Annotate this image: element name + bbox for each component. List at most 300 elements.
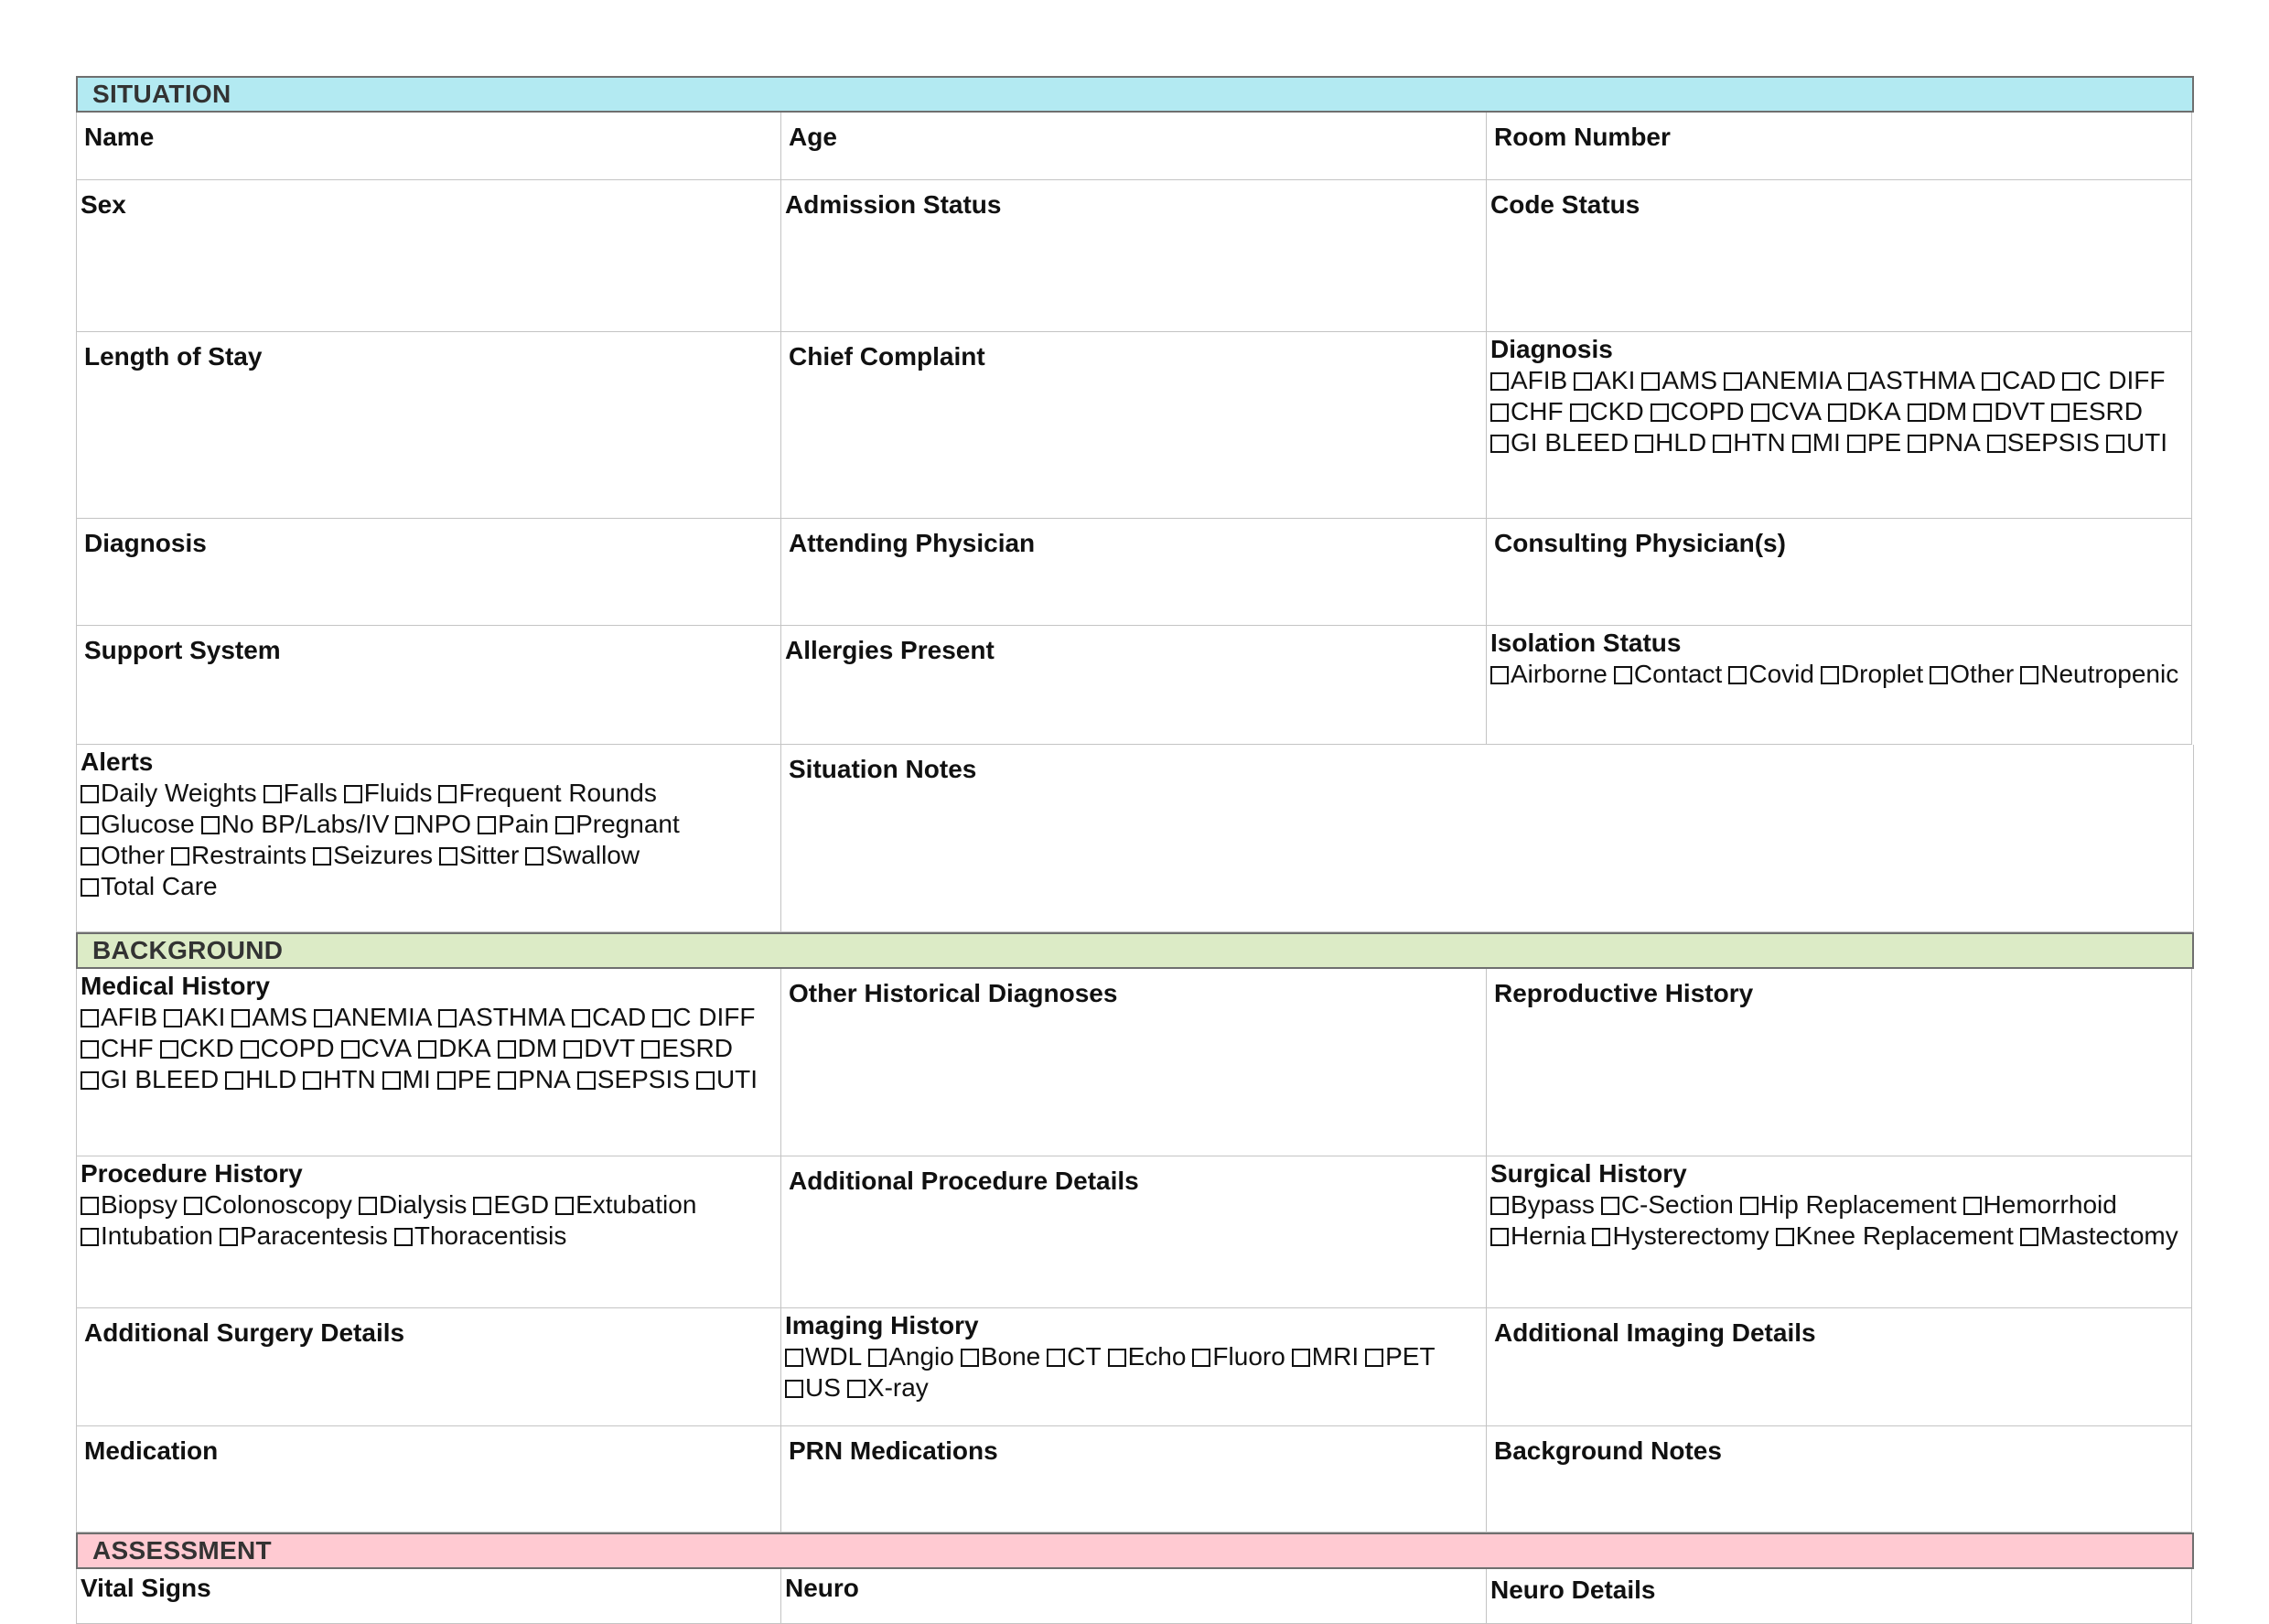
checkbox-icon[interactable] xyxy=(478,816,496,834)
allergies-present-field[interactable] xyxy=(781,626,1487,745)
checkbox-label: Restraints xyxy=(191,841,307,869)
checkbox-label: Thoracentisis xyxy=(414,1221,567,1250)
checkbox-option[interactable] xyxy=(1490,365,1567,396)
checkbox-icon[interactable] xyxy=(81,816,99,834)
checkbox-icon[interactable] xyxy=(1987,435,2006,453)
checkbox-option[interactable] xyxy=(847,1372,929,1404)
checkbox-icon[interactable] xyxy=(81,1040,99,1059)
checkbox-option[interactable] xyxy=(1490,1221,1586,1252)
checkbox-option[interactable] xyxy=(555,1189,696,1221)
checkbox-icon[interactable] xyxy=(341,1040,360,1059)
checkbox-option[interactable] xyxy=(220,1221,388,1252)
checkbox-label: COPD xyxy=(1670,397,1745,425)
checkbox-icon[interactable] xyxy=(696,1071,715,1090)
checkbox-icon[interactable] xyxy=(1490,1197,1509,1215)
checkbox-label: Hernia xyxy=(1511,1221,1586,1250)
additional-imaging-details-field[interactable] xyxy=(1487,1308,2192,1426)
checkbox-option[interactable] xyxy=(1848,365,1975,396)
name-field[interactable] xyxy=(76,113,781,180)
checkbox-icon[interactable] xyxy=(1908,435,1926,453)
checkbox-icon[interactable] xyxy=(1930,666,1948,684)
diagnosis-field[interactable] xyxy=(76,519,781,626)
checkbox-icon[interactable] xyxy=(1047,1349,1065,1367)
checkbox-option[interactable] xyxy=(1982,365,2056,396)
checkbox-option[interactable] xyxy=(341,1033,413,1064)
checkbox-label: SEPSIS xyxy=(2006,428,2100,457)
checkbox-label: PE xyxy=(457,1065,492,1093)
checkbox-option[interactable] xyxy=(2051,396,2143,427)
checkbox-icon[interactable] xyxy=(81,1228,99,1246)
checkbox-icon[interactable] xyxy=(564,1040,582,1059)
checkbox-option[interactable] xyxy=(1751,396,1823,427)
checkbox-label: PET xyxy=(1385,1342,1436,1371)
assessment-row-1 xyxy=(76,1569,2194,1624)
support-system-field[interactable] xyxy=(76,626,781,745)
checkbox-label: Mastectomy xyxy=(2039,1221,2178,1250)
checkbox-icon[interactable] xyxy=(220,1228,238,1246)
diagnosis-label: Diagnosis xyxy=(84,529,207,557)
background-notes-field[interactable] xyxy=(1487,1426,2192,1533)
checkbox-option[interactable] xyxy=(1792,427,1841,458)
checkbox-label: Hemorrhoid xyxy=(1983,1190,2117,1219)
checkbox-label: HLD xyxy=(245,1065,297,1093)
age-label: Age xyxy=(789,123,837,151)
checkbox-option[interactable] xyxy=(868,1341,954,1372)
checkbox-option[interactable] xyxy=(1574,365,1635,396)
chief-complaint-field[interactable] xyxy=(781,332,1487,519)
checkbox-label: UTI xyxy=(715,1065,758,1093)
checkbox-icon[interactable] xyxy=(1490,372,1509,391)
checkbox-option[interactable] xyxy=(2020,659,2178,690)
checkbox-option[interactable] xyxy=(81,1064,219,1095)
checkbox-option[interactable] xyxy=(81,778,257,809)
checkbox-option[interactable] xyxy=(2020,1221,2178,1252)
checkbox-label: CT xyxy=(1067,1342,1102,1371)
checkbox-option[interactable] xyxy=(785,1372,841,1404)
checkbox-option[interactable] xyxy=(418,1033,491,1064)
background-notes-label: Background Notes xyxy=(1494,1436,1722,1465)
admission-status-field[interactable] xyxy=(781,180,1487,332)
checkbox-label: MI xyxy=(402,1065,431,1093)
checkbox-label: CHF xyxy=(1511,397,1564,425)
procedure-history-checkbox-group xyxy=(81,1189,776,1252)
checkbox-icon[interactable] xyxy=(438,785,457,803)
checkbox-icon[interactable] xyxy=(961,1349,979,1367)
checkbox-label: ANEMIA xyxy=(1744,366,1843,394)
background-row-1 xyxy=(76,969,2194,1156)
checkbox-icon[interactable] xyxy=(1848,372,1866,391)
checkbox-option[interactable] xyxy=(1973,396,2045,427)
checkbox-option[interactable] xyxy=(1908,427,1981,458)
checkbox-option[interactable] xyxy=(961,1341,1040,1372)
checkbox-option[interactable] xyxy=(303,1064,376,1095)
checkbox-icon[interactable] xyxy=(847,1380,866,1398)
checkbox-icon[interactable] xyxy=(1108,1349,1126,1367)
consulting-physicians-field[interactable] xyxy=(1487,519,2192,626)
checkbox-label: No BP/Labs/IV xyxy=(220,810,390,838)
checkbox-icon[interactable] xyxy=(1192,1349,1210,1367)
checkbox-icon[interactable] xyxy=(184,1197,202,1215)
checkbox-option[interactable] xyxy=(438,778,656,809)
checkbox-label: Fluoro xyxy=(1212,1342,1285,1371)
attending-physician-label: Attending Physician xyxy=(789,529,1036,557)
checkbox-option[interactable] xyxy=(1490,1189,1595,1221)
checkbox-icon[interactable] xyxy=(1828,403,1846,422)
checkbox-icon[interactable] xyxy=(438,1009,457,1027)
situation-row-2 xyxy=(76,180,2194,332)
checkbox-label: Echo xyxy=(1127,1342,1187,1371)
checkbox-icon[interactable] xyxy=(1728,666,1747,684)
checkbox-option[interactable] xyxy=(164,1002,225,1033)
checkbox-option[interactable] xyxy=(81,840,165,871)
neuro-field[interactable] xyxy=(781,1569,1487,1624)
checkbox-icon[interactable] xyxy=(1635,435,1653,453)
checkbox-icon[interactable] xyxy=(81,1009,99,1027)
checkbox-icon[interactable] xyxy=(1963,1197,1982,1215)
checkbox-option[interactable] xyxy=(478,809,549,840)
checkbox-label: SEPSIS xyxy=(597,1065,690,1093)
checkbox-label: EGD xyxy=(493,1190,550,1219)
additional-procedure-details-label: Additional Procedure Details xyxy=(789,1167,1139,1195)
checkbox-icon[interactable] xyxy=(1740,1197,1758,1215)
checkbox-icon[interactable] xyxy=(81,785,99,803)
checkbox-option[interactable] xyxy=(171,840,306,871)
procedure-history-label: Procedure History xyxy=(81,1159,303,1188)
code-status-field[interactable] xyxy=(1487,180,2192,332)
additional-surgery-details-field[interactable] xyxy=(76,1308,781,1426)
checkbox-icon[interactable] xyxy=(1776,1228,1794,1246)
checkbox-option[interactable] xyxy=(184,1189,352,1221)
checkbox-option[interactable] xyxy=(81,809,195,840)
neuro-details-field[interactable] xyxy=(1487,1569,2192,1624)
checkbox-icon[interactable] xyxy=(81,847,99,866)
situation-row-1 xyxy=(76,113,2194,180)
checkbox-icon[interactable] xyxy=(525,847,543,866)
checkbox-option[interactable] xyxy=(564,1033,635,1064)
checkbox-icon[interactable] xyxy=(2020,1228,2038,1246)
checkbox-label: ESRD xyxy=(2071,397,2143,425)
checkbox-icon[interactable] xyxy=(1908,403,1926,422)
other-historical-diagnoses-field[interactable] xyxy=(781,969,1487,1156)
checkbox-label: DM xyxy=(1927,397,1968,425)
checkbox-option[interactable] xyxy=(395,809,471,840)
imaging-history-field xyxy=(781,1308,1487,1426)
checkbox-label: Other xyxy=(1950,660,2015,688)
additional-procedure-details-field[interactable] xyxy=(781,1156,1487,1308)
prn-medications-field[interactable] xyxy=(781,1426,1487,1533)
checkbox-label: ASTHMA xyxy=(1868,366,1976,394)
sex-field[interactable] xyxy=(76,180,781,332)
checkbox-label: Falls xyxy=(283,779,338,807)
room-number-field[interactable] xyxy=(1487,113,2192,180)
checkbox-option[interactable] xyxy=(1490,396,1564,427)
age-field[interactable] xyxy=(781,113,1487,180)
checkbox-option[interactable] xyxy=(241,1033,335,1064)
checkbox-label: CVA xyxy=(1770,397,1823,425)
checkbox-option[interactable] xyxy=(81,1033,154,1064)
checkbox-icon[interactable] xyxy=(303,1071,321,1090)
checkbox-label: Fluids xyxy=(363,779,433,807)
checkbox-icon[interactable] xyxy=(555,1197,574,1215)
checkbox-icon[interactable] xyxy=(868,1349,887,1367)
checkbox-icon[interactable] xyxy=(577,1071,596,1090)
checkbox-icon[interactable] xyxy=(572,1009,590,1027)
checkbox-option[interactable] xyxy=(81,1221,213,1252)
checkbox-icon[interactable] xyxy=(1365,1349,1383,1367)
checkbox-option[interactable] xyxy=(498,1064,571,1095)
checkbox-option[interactable] xyxy=(1047,1341,1101,1372)
checkbox-icon[interactable] xyxy=(1490,403,1509,422)
checkbox-icon[interactable] xyxy=(201,816,220,834)
checkbox-option[interactable] xyxy=(696,1064,758,1095)
checkbox-icon[interactable] xyxy=(652,1009,671,1027)
checkbox-option[interactable] xyxy=(572,1002,646,1033)
checkbox-label: WDL xyxy=(805,1342,863,1371)
checkbox-option[interactable] xyxy=(785,1341,862,1372)
checkbox-option[interactable] xyxy=(160,1033,234,1064)
checkbox-option[interactable] xyxy=(652,1002,755,1033)
checkbox-icon[interactable] xyxy=(1973,403,1992,422)
checkbox-option[interactable] xyxy=(201,809,390,840)
checkbox-icon[interactable] xyxy=(382,1071,401,1090)
checkbox-icon[interactable] xyxy=(241,1040,259,1059)
checkbox-label: C DIFF xyxy=(672,1003,756,1031)
checkbox-icon[interactable] xyxy=(498,1040,516,1059)
checkbox-icon[interactable] xyxy=(1292,1349,1310,1367)
checkbox-option[interactable] xyxy=(577,1064,690,1095)
checkbox-icon[interactable] xyxy=(1614,666,1632,684)
checkbox-option[interactable] xyxy=(344,778,433,809)
checkbox-icon[interactable] xyxy=(395,816,414,834)
checkbox-label: AFIB xyxy=(101,1003,158,1031)
checkbox-option[interactable] xyxy=(498,1033,558,1064)
checkbox-label: DVT xyxy=(1994,397,2046,425)
checkbox-label: MI xyxy=(1812,428,1841,457)
checkbox-option[interactable] xyxy=(1930,659,2014,690)
checkbox-option[interactable] xyxy=(525,840,640,871)
checkbox-label: X-ray xyxy=(866,1373,929,1402)
checkbox-option[interactable] xyxy=(1365,1341,1435,1372)
checkbox-icon[interactable] xyxy=(555,816,574,834)
checkbox-icon[interactable] xyxy=(498,1071,516,1090)
name-label: Name xyxy=(84,123,155,151)
checkbox-option[interactable] xyxy=(641,1033,733,1064)
checkbox-icon[interactable] xyxy=(1570,403,1588,422)
checkbox-icon[interactable] xyxy=(2020,666,2038,684)
checkbox-icon[interactable] xyxy=(1651,403,1669,422)
checkbox-icon[interactable] xyxy=(1574,372,1592,391)
checkbox-icon[interactable] xyxy=(314,1009,332,1027)
diagnosis-options-label: Diagnosis xyxy=(1490,335,1613,363)
checkbox-label: Sitter xyxy=(459,841,520,869)
checkbox-icon[interactable] xyxy=(2062,372,2081,391)
background-row-2 xyxy=(76,1156,2194,1308)
surgical-history-field xyxy=(1487,1156,2192,1308)
situation-row-3 xyxy=(76,332,2194,519)
medical-history-checkbox-group xyxy=(81,1002,776,1095)
checkbox-icon[interactable] xyxy=(1490,435,1509,453)
checkbox-icon[interactable] xyxy=(1821,666,1839,684)
checkbox-icon[interactable] xyxy=(1490,666,1509,684)
checkbox-option[interactable] xyxy=(81,871,218,902)
checkbox-label: ANEMIA xyxy=(334,1003,433,1031)
checkbox-icon[interactable] xyxy=(1490,1228,1509,1246)
checkbox-icon[interactable] xyxy=(1751,403,1769,422)
situation-section-header: SITUATION xyxy=(76,76,2194,113)
checkbox-label: Droplet xyxy=(1840,660,1924,688)
other-historical-diagnoses-label: Other Historical Diagnoses xyxy=(789,979,1118,1007)
checkbox-option[interactable] xyxy=(314,1002,432,1033)
attending-physician-field[interactable] xyxy=(781,519,1487,626)
checkbox-option[interactable] xyxy=(313,840,433,871)
checkbox-label: COPD xyxy=(260,1034,335,1062)
checkbox-icon[interactable] xyxy=(1592,1228,1610,1246)
checkbox-icon[interactable] xyxy=(313,847,331,866)
checkbox-label: UTI xyxy=(2125,428,2168,457)
checkbox-label: ESRD xyxy=(661,1034,733,1062)
checkbox-option[interactable] xyxy=(1108,1341,1187,1372)
checkbox-icon[interactable] xyxy=(1724,372,1742,391)
checkbox-label: Dialysis xyxy=(378,1190,468,1219)
sbar-form xyxy=(76,76,2194,1624)
procedure-history-field xyxy=(76,1156,781,1308)
checkbox-icon[interactable] xyxy=(1713,435,1731,453)
neuro-details-label: Neuro Details xyxy=(1490,1576,1656,1604)
reproductive-history-field[interactable] xyxy=(1487,969,2192,1156)
checkbox-option[interactable] xyxy=(1292,1341,1359,1372)
checkbox-option[interactable] xyxy=(231,1002,307,1033)
checkbox-option[interactable] xyxy=(1570,396,1644,427)
checkbox-option[interactable] xyxy=(1614,659,1723,690)
prn-medications-label: PRN Medications xyxy=(789,1436,998,1465)
situation-notes-field[interactable] xyxy=(781,745,2194,932)
checkbox-label: Swallow xyxy=(545,841,640,869)
checkbox-label: AKI xyxy=(184,1003,226,1031)
checkbox-option[interactable] xyxy=(2062,365,2165,396)
checkbox-label: Frequent Rounds xyxy=(458,779,657,807)
medication-field[interactable] xyxy=(76,1426,781,1533)
additional-surgery-details-label: Additional Surgery Details xyxy=(84,1318,405,1347)
checkbox-icon[interactable] xyxy=(418,1040,436,1059)
checkbox-label: CVA xyxy=(360,1034,413,1062)
checkbox-option[interactable] xyxy=(1490,659,1608,690)
checkbox-label: GI BLEED xyxy=(101,1065,220,1093)
checkbox-option[interactable] xyxy=(2106,427,2167,458)
checkbox-option[interactable] xyxy=(1728,659,1814,690)
neuro-label: Neuro xyxy=(785,1574,859,1602)
checkbox-label: Covid xyxy=(1748,660,1814,688)
checkbox-label: Airborne xyxy=(1511,660,1608,688)
checkbox-label: CKD xyxy=(1589,397,1644,425)
checkbox-icon[interactable] xyxy=(171,847,189,866)
checkbox-option[interactable] xyxy=(382,1064,431,1095)
surgical-history-label: Surgical History xyxy=(1490,1159,1687,1188)
checkbox-option[interactable] xyxy=(81,1002,157,1033)
checkbox-option[interactable] xyxy=(438,1002,565,1033)
checkbox-icon[interactable] xyxy=(473,1197,491,1215)
background-row-3 xyxy=(76,1308,2194,1426)
checkbox-label: Other xyxy=(101,841,166,869)
checkbox-option[interactable] xyxy=(1963,1189,2117,1221)
checkbox-icon[interactable] xyxy=(160,1040,178,1059)
checkbox-icon[interactable] xyxy=(1792,435,1811,453)
checkbox-icon[interactable] xyxy=(394,1228,413,1246)
checkbox-option[interactable] xyxy=(359,1189,467,1221)
checkbox-icon[interactable] xyxy=(359,1197,377,1215)
checkbox-label: CHF xyxy=(101,1034,154,1062)
checkbox-option[interactable] xyxy=(1987,427,2100,458)
checkbox-label: ASTHMA xyxy=(458,1003,566,1031)
checkbox-icon[interactable] xyxy=(164,1009,182,1027)
checkbox-icon[interactable] xyxy=(1982,372,2000,391)
checkbox-icon[interactable] xyxy=(785,1349,803,1367)
checkbox-icon[interactable] xyxy=(1601,1197,1619,1215)
checkbox-option[interactable] xyxy=(1713,427,1786,458)
checkbox-option[interactable] xyxy=(1740,1189,1957,1221)
checkbox-option[interactable] xyxy=(1821,659,1923,690)
checkbox-icon[interactable] xyxy=(263,785,282,803)
checkbox-option[interactable] xyxy=(225,1064,296,1095)
checkbox-option[interactable] xyxy=(1651,396,1745,427)
checkbox-option[interactable] xyxy=(1724,365,1842,396)
checkbox-icon[interactable] xyxy=(225,1071,243,1090)
checkbox-option[interactable] xyxy=(437,1064,491,1095)
length-of-stay-field[interactable] xyxy=(76,332,781,519)
vital-signs-field[interactable] xyxy=(76,1569,781,1624)
checkbox-label: HTN xyxy=(1733,428,1786,457)
checkbox-icon[interactable] xyxy=(81,1197,99,1215)
checkbox-icon[interactable] xyxy=(81,1071,99,1090)
checkbox-icon[interactable] xyxy=(231,1009,250,1027)
checkbox-option[interactable] xyxy=(1490,427,1629,458)
checkbox-label: NPO xyxy=(415,810,472,838)
checkbox-option[interactable] xyxy=(1635,427,1706,458)
length-of-stay-label: Length of Stay xyxy=(84,342,263,371)
checkbox-option[interactable] xyxy=(1641,365,1717,396)
checkbox-option[interactable] xyxy=(1908,396,1968,427)
checkbox-label: HLD xyxy=(1655,428,1707,457)
checkbox-option[interactable] xyxy=(1601,1189,1734,1221)
checkbox-icon[interactable] xyxy=(785,1380,803,1398)
checkbox-option[interactable] xyxy=(473,1189,549,1221)
checkbox-label: AMS xyxy=(252,1003,308,1031)
checkbox-label: Biopsy xyxy=(101,1190,178,1219)
checkbox-icon[interactable] xyxy=(2051,403,2070,422)
checkbox-icon[interactable] xyxy=(2106,435,2124,453)
checkbox-label: HTN xyxy=(323,1065,376,1093)
checkbox-option[interactable] xyxy=(1847,427,1901,458)
checkbox-option[interactable] xyxy=(1192,1341,1285,1372)
checkbox-icon[interactable] xyxy=(641,1040,660,1059)
checkbox-option[interactable] xyxy=(263,778,338,809)
checkbox-option[interactable] xyxy=(1592,1221,1769,1252)
imaging-history-label: Imaging History xyxy=(785,1311,979,1339)
checkbox-icon[interactable] xyxy=(81,878,99,897)
checkbox-label: PNA xyxy=(1928,428,1981,457)
checkbox-icon[interactable] xyxy=(344,785,362,803)
checkbox-label: Paracentesis xyxy=(240,1221,388,1250)
checkbox-icon[interactable] xyxy=(439,847,457,866)
checkbox-icon[interactable] xyxy=(1641,372,1660,391)
checkbox-option[interactable] xyxy=(1828,396,1901,427)
checkbox-option[interactable] xyxy=(439,840,519,871)
checkbox-icon[interactable] xyxy=(1847,435,1866,453)
checkbox-icon[interactable] xyxy=(437,1071,456,1090)
checkbox-option[interactable] xyxy=(81,1189,177,1221)
checkbox-option[interactable] xyxy=(1776,1221,2014,1252)
checkbox-option[interactable] xyxy=(394,1221,567,1252)
checkbox-option[interactable] xyxy=(555,809,680,840)
